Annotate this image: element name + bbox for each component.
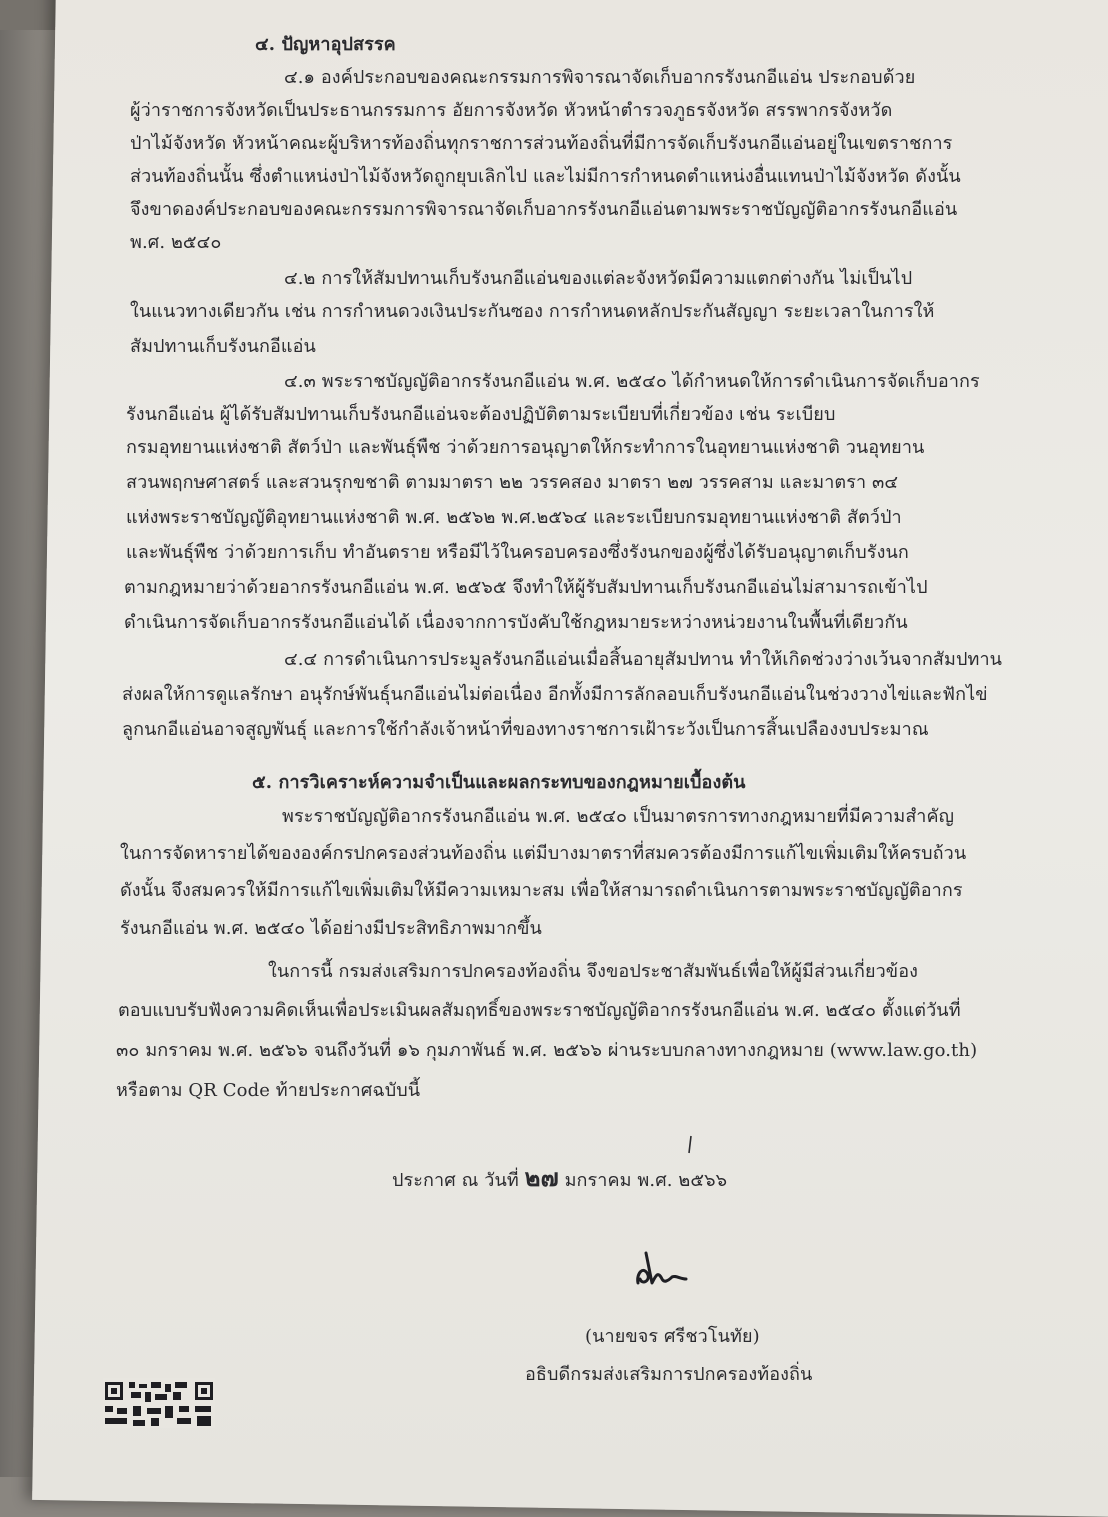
- paragraph-line: ส่วนท้องถิ่นนั้น ซึ่งตำแหน่งป่าไม้จังหวัดถูกยุบเลิกไป และไม่มีการกำหนดตำแหน่งอื่นแทนป่าไม้จังหวัด ดังนั้น: [130, 166, 961, 187]
- paragraph-line: ป่าไม้จังหวัด หัวหน้าคณะผู้บริหารท้องถิ่นทุกราชการส่วนท้องถิ่นที่มีการจัดเก็บรังนกอีแอ่นอยู่ในเขตราชการ: [130, 133, 953, 154]
- signatory-position: อธิบดีกรมส่งเสริมการปกครองท้องถิ่น: [525, 1364, 813, 1385]
- signatory-name: (นายขจร ศรีชวโนทัย): [585, 1326, 760, 1347]
- paragraph-line: ส่งผลให้การดูแลรักษา อนุรักษ์พันธุ์นกอีแอ่นไม่ต่อเนื่อง อีกทั้งมีการลักลอบเก็บรังนกอีแอ่นในช่วงวางไข่และฟักไข่: [122, 684, 988, 705]
- paragraph-line: จึงขาดองค์ประกอบของคณะกรรมการพิจารณาจัดเก็บอากรรังนกอีแอ่นตามพระราชบัญญัติอากรรังนกอีแอ่น: [130, 199, 958, 220]
- paragraph-line: ลูกนกอีแอ่นอาจสูญพันธุ์ และการใช้กำลังเจ้าหน้าที่ของทางราชการเฝ้าระวังเป็นการสิ้นเปลืองงบประมาณ: [122, 719, 929, 740]
- paragraph-line: พ.ศ. ๒๕๔๐: [130, 232, 222, 253]
- paragraph-line: ๔.๓ พระราชบัญญัติอากรรังนกอีแอ่น พ.ศ. ๒๕๔๐ ได้กำหนดให้การดำเนินการจัดเก็บอากร: [284, 371, 980, 392]
- announce-month-year: มกราคม พ.ศ. ๒๕๖๖: [564, 1170, 728, 1191]
- paragraph-line: สวนพฤกษศาสตร์ และสวนรุกขชาติ ตามมาตรา ๒๒ วรรคสอง มาตรา ๒๗ วรรคสาม และมาตรา ๓๔: [126, 472, 899, 493]
- qr-code-icon[interactable]: [103, 1378, 215, 1428]
- paragraph-line: ผู้ว่าราชการจังหวัดเป็นประธานกรรมการ อัยการจังหวัด หัวหน้าตำรวจภูธรจังหวัด สรรพากรจังหวัด: [130, 100, 893, 121]
- paragraph-line: ในแนวทางเดียวกัน เช่น การกำหนดวงเงินประกันซอง การกำหนดหลักประกันสัญญา ระยะเวลาในการให้: [130, 301, 935, 322]
- paragraph-line: ๔.๔ การดำเนินการประมูลรังนกอีแอ่นเมื่อสิ้นอายุสัมปทาน ทำให้เกิดช่วงว่างเว้นจากสัมปทาน: [284, 649, 1003, 670]
- paragraph-line: หรือตาม QR Code ท้ายประกาศฉบับนี้: [116, 1080, 421, 1101]
- paragraph-line: ในการจัดหารายได้ขององค์กรปกครองส่วนท้องถิ่น แต่มีบางมาตราที่สมควรต้องมีการแก้ไขเพิ่มเติมให้ครบถ้วน: [120, 843, 967, 864]
- paragraph-line: กรมอุทยานแห่งชาติ สัตว์ป่า และพันธุ์พืช ว่าด้วยการอนุญาตให้กระทำการในอุทยานแห่งชาติ วนอุทยาน: [126, 437, 925, 458]
- paragraph-line: สัมปทานเก็บรังนกอีแอ่น: [130, 336, 316, 357]
- paragraph-line: ตามกฎหมายว่าด้วยอากรรังนกอีแอ่น พ.ศ. ๒๕๖๕ จึงทำให้ผู้รับสัมปทานเก็บรังนกอีแอ่นไม่สามารถเข้าไป: [124, 577, 928, 598]
- paragraph-line: รังนกอีแอ่น พ.ศ. ๒๕๔๐ ได้อย่างมีประสิทธิภาพมากขึ้น: [120, 918, 542, 939]
- paragraph-line: และพันธุ์พืช ว่าด้วยการเก็บ ทำอันตราย หรือมีไว้ในครอบครองซึ่งรังนกของผู้ซึ่งได้รับอนุญาตเก็บรังนก: [126, 542, 909, 563]
- section-4-heading: ๔. ปัญหาอุปสรรค: [255, 34, 396, 55]
- paragraph-line: พระราชบัญญัติอากรรังนกอีแอ่น พ.ศ. ๒๕๔๐ เป็นมาตรการทางกฎหมายที่มีความสำคัญ: [282, 806, 955, 827]
- announce-day: ๒๗: [524, 1163, 559, 1192]
- announce-prefix: ประกาศ ณ วันที่: [392, 1170, 519, 1191]
- paragraph-line: ๓๐ มกราคม พ.ศ. ๒๕๖๖ จนถึงวันที่ ๑๖ กุมภาพันธ์ พ.ศ. ๒๕๖๖ ผ่านระบบกลางทางกฎหมาย (www.law.go.th): [116, 1040, 978, 1061]
- paragraph-line: ๔.๒ การให้สัมปทานเก็บรังนกอีแอ่นของแต่ละจังหวัดมีความแตกต่างกัน ไม่เป็นไป: [284, 268, 913, 289]
- section-5-heading: ๕. การวิเคราะห์ความจำเป็นและผลกระทบของกฎหมายเบื้องต้น: [252, 772, 746, 793]
- pen-mark: [685, 1135, 695, 1155]
- paragraph-line: ในการนี้ กรมส่งเสริมการปกครองท้องถิ่น จึงขอประชาสัมพันธ์เพื่อให้ผู้มีส่วนเกี่ยวข้อง: [268, 961, 919, 982]
- paragraph-line: ดังนั้น จึงสมควรให้มีการแก้ไขเพิ่มเติมให้มีความเหมาะสม เพื่อให้สามารถดำเนินการตามพระราชบัญญัติอากร: [120, 880, 963, 901]
- paragraph-line: ๔.๑ องค์ประกอบของคณะกรรมการพิจารณาจัดเก็บอากรรังนกอีแอ่น ประกอบด้วย: [284, 67, 916, 88]
- handwritten-signature: [628, 1245, 708, 1295]
- paragraph-line: ดำเนินการจัดเก็บอากรรังนกอีแอ่นได้ เนื่องจากการบังคับใช้กฎหมายระหว่างหน่วยงานในพื้นที่เดียวกัน: [124, 612, 908, 633]
- paragraph-line: ตอบแบบรับฟังความคิดเห็นเพื่อประเมินผลสัมฤทธิ์ของพระราชบัญญัติอากรรังนกอีแอ่น พ.ศ. ๒๕๔๐ ตั้งแต่วันที่: [118, 1000, 961, 1021]
- paragraph-line: รังนกอีแอ่น ผู้ได้รับสัมปทานเก็บรังนกอีแอ่นจะต้องปฏิบัติตามระเบียบที่เกี่ยวข้อง เช่น ระเบียบ: [126, 404, 836, 425]
- announce-line: [392, 1163, 728, 1192]
- paragraph-line: แห่งพระราชบัญญัติอุทยานแห่งชาติ พ.ศ. ๒๕๖๒ พ.ศ.๒๕๖๔ และระเบียบกรมอุทยานแห่งชาติ สัตว์ป่า: [126, 507, 902, 528]
